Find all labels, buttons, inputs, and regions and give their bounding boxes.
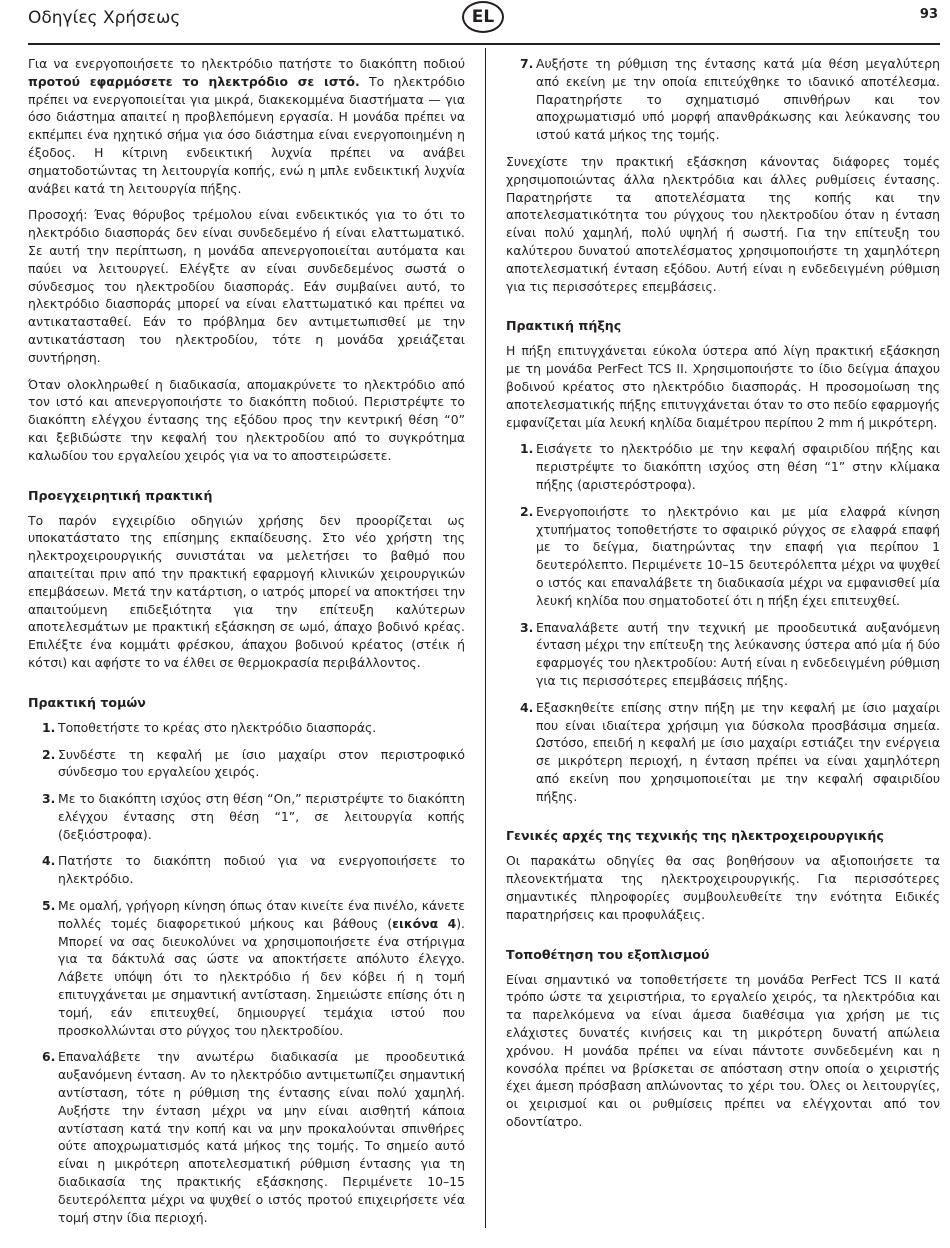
heading-coagulation-practice: Πρακτική πήξης [506, 318, 622, 334]
list-item: 2. Συνδέστε τη κεφαλή με ίσιο μαχαίρι στον περιστροφικό σύνδεσμο του εργαλείου χειρός. [42, 746, 465, 780]
list-item: 1. Τοποθετήστε το κρέας στο ηλεκτρόδιο διασποράς. [42, 719, 377, 735]
cutting-steps-continued-list [506, 55, 940, 144]
list-item: 4. Εξασκηθείτε επίσης στην πήξη με την κεφαλή με ίσιο μαχαίρι που είναι ιδιαίτερα χρήσιμη για δύσκολα προσβάσιμα σημεία. Ωστόσο, επειδή η κεφαλή με ίσιο μαχαίρι εστιάζει την ενέργεια σε μικρότερη περιοχή, η ένταση πρέπει να είναι χαμηλότερη από εκείνη που χρησιμοποιείται με την κεφαλή σφαιριδίου πήξης. [520, 699, 940, 804]
heading-equipment-setup: Τοποθέτηση του εξοπλισμού [506, 946, 710, 962]
list-item: 6. Επαναλάβετε την ανωτέρω διαδικασία με προοδευτικά αυξανόμενη ένταση. Αν το ηλεκτρόδιο αντιμετωπίζει σημαντική αντίσταση, τότε η ρύθμιση της έντασης είναι πολύ χαμηλή. Αυξήστε την ένταση μέχρι να μην είναι αισθητή κάποια αντίσταση κατά την κοπή και να μην προκαλούνται σπινθήρες ούτε αποχρωματισμός κατά μήκος της τομής. Το σημείο αυτό είναι η μικρότερη αποτελεσματική ρύθμιση έντασης για τη διαδικασία της πρακτικής εξάσκησης. Περιμένετε 10–15 δευτερόλεπτα μέχρι να ψυχθεί ο ιστός προτού επιχειρήσετε νέα τομή στην ίδια περιοχή. [42, 1049, 465, 1225]
heading-preoperative-practice: Προεγχειρητική πρακτική [28, 487, 213, 503]
paragraph-equipment-setup: Είναι σημαντικό να τοποθετήσετε τη μονάδα PerFect TCS II κατά τρόπο ώστε τα χειριστήρια, το εργαλείο χειρός, τα ηλεκτρόδια και τα παρελκόμενα να είναι άμεσα διαθέσιμα για χρήση με τις ελάχιστες δυνατές κινήσεις και τη μικρότερη δυνατή απώλεια χρόνου. Η μονάδα πρέπει να είναι πάντοτε συνδεδεμένη και η κονσόλα πρέπει να βρίσκεται σε απόσταση στην οποία ο χειριστής έχει άμεση πρόσβαση απλώνοντας το χέρι του. Όλες οι λειτουργίες, οι χειρισμοί και οι ρυθμίσεις πρέπει να ελέγχονται από τον οδοντίατρο. [506, 971, 940, 1130]
paragraph-completion: Όταν ολοκληρωθεί η διαδικασία, απομακρύνετε το ηλεκτρόδιο από τον ιστό και απενεργοποιήστε το διακόπτη ποδιού. Περιστρέψτε το διακόπτη ελέγχου έντασης της εξόδου προς την κεντρική θέση “0” και ξεβιδώστε την κεφαλή του ηλεκτροδίου από το συγκρότημα καλωδίου του εργαλείου χειρός για να το αποστειρώσετε. [28, 376, 465, 463]
paragraph-preoperative: Το παρόν εγχειρίδιο οδηγιών χρήσης δεν προορίζεται ως υποκατάστατο της επίσημης εκπαίδευσης. Στο νέο χρήστη της ηλεκτροχειρουργικής συνιστάται να μελετήσει το βαθμό που απαιτείται πριν από την πρακτική εφαρμογή κλινικών χειρουργικών επεμβάσεων. Μετά την κατάρτιση, ο ιατρός μπορεί να αποκτήσει την απαιτούμενη επιδεξιότητα για την επίτευξη καλύτερων αποτελεσμάτων με πρακτική εξάσκηση σε ωμό, άπαχο βοδινό κρέας. Επιλέξτε ένα κομμάτι φρέσκου, άπαχου βοδινού κρέατος (στέικ ή κότσι) και αφήστε το να έλθει σε θερμοκρασία περιβάλλοντος. [28, 512, 465, 670]
paragraph-warning: Προσοχή: Ένας θόρυβος τρέμολου είναι ενδεικτικός για το ότι το ηλεκτρόδιο διασποράς δεν είναι συνδεδεμένο ή είναι ελαττωματικό. Σε αυτή την περίπτωση, η μονάδα απενεργοποιείται αυτόματα και παύει να λειτουργεί. Ελέγξτε αν είναι συνδεδεμένος σωστά ο σύνδεσμος του ηλεκτροδίου διασποράς. Εάν συμβαίνει αυτό, το ηλεκτρόδιο διασποράς μπορεί να είναι ελαττωματικό και πρέπει να αντικατασταθεί. Εάν το πρόβλημα δεν αντιμετωπισθεί με την αντικατάσταση του ηλεκτροδίου, τότε η μονάδα χρειάζεται συντήρηση. [28, 207, 465, 365]
paragraph-general-principles: Οι παρακάτω οδηγίες θα σας βοηθήσουν να αξιοποιήσετε τα πλεονεκτήματα της ηλεκτροχειρουργικής. Για περισσότερες σημαντικές πληροφορίες συμβουλευθείτε την ενότητα Ειδικές παρατηρήσεις και προφυλάξεις. [506, 853, 940, 922]
cutting-steps-list [28, 719, 465, 1227]
paragraph-activation: Για να ενεργοποιήσετε το ηλεκτρόδιο πατήστε το διακόπτη ποδιού προτού εφαρμόσετε το ηλεκτρόδιο σε ιστό. Το ηλεκτρόδιο πρέπει να ενεργοποιείται για μικρά, διακεκομμένα διαστήματα — για όσο διάστημα απαιτεί η προβλεπόμενη εργασία. Η μονάδα πρέπει να εκπέμπει ένα ηχητικό σήμα για όσο διάστημα είναι ενεργοποιημένη η έξοδος. Η κίτρινη ενδεικτική λυχνία πρέπει να ανάβει σηματοδοτώντας τη λειτουργία κοπής, ενώ η μπλε ενδεικτική λυχνία ανάβει κατά τη λειτουργία πήξης. [28, 56, 465, 196]
list-item: 3. Επαναλάβετε αυτή την τεχνική με προοδευτικά αυξανόμενη ένταση μέχρι την επίτευξη της λεύκανσης ύστερα από μία ή δύο εφαρμογές του ηλεκτροδίου: Αυτή είναι η ενδεδειγμένη ρύθμιση για τις περισσότερες επεμβάσεις πήξης. [520, 619, 940, 688]
paragraph-continue-practice: Συνεχίστε την πρακτική εξάσκηση κάνοντας διάφορες τομές χρησιμοποιώντας άλλα ηλεκτρόδια και άλλες ρυθμίσεις έντασης. Παρατηρήστε τα αποτελέσματα της κοπής και την αποτελεσματικότητα του ρύγχους του ηλεκτροδίου όταν η ένταση είναι πολύ χαμηλή, πολύ υψηλή ή σωστή. Για την επίτευξη του καλύτερου δυνατού αποτελέσματος χρησιμοποιήστε τη χαμηλότερη αποτελεσματική ένταση εξόδου. Αυτή είναι η ενδεδειγμένη ρύθμιση για τις περισσότερες επεμβάσεις. [506, 153, 940, 294]
page-header-title: Οδηγίες Χρήσεως [28, 8, 181, 28]
list-item: 1. Εισάγετε το ηλεκτρόδιο με την κεφαλή σφαιριδίου πήξης και περιστρέψτε το διακόπτη ισχύος στη θέση “1” στην κλίμακα πήξης (αριστερόστροφα). [520, 441, 940, 492]
heading-general-principles: Γενικές αρχές της τεχνικής της ηλεκτροχειρουργικής [506, 828, 884, 844]
heading-cutting-practice: Πρακτική τομών [28, 694, 146, 710]
list-item: 3. Με το διακόπτη ισχύος στη θέση “On,” περιστρέψτε το διακόπτη ελέγχου έντασης στη θέση “1”, σε λειτουργία κοπής (δεξιόστροφα). [42, 791, 465, 842]
right-column [506, 55, 940, 1140]
column-divider [485, 48, 486, 1228]
language-badge: EL [462, 1, 504, 33]
list-item: 5. Με ομαλή, γρήγορη κίνηση όπως όταν κινείτε ένα πινέλο, κάνετε πολλές τομές διαφορετικού μήκους και βάθους (εικόνα 4). Μπορεί να σας διευκολύνει να χρησιμοποιήσετε ένα στήριγμα για τα δάκτυλά σας ώστε να αποκτήσετε απόλυτο έλεγχο. Λάβετε υπόψη ότι το ηλεκτρόδιο ή δεν κόβει ή η τομή επιτυγχάνεται με σημαντική αντίσταση. Σημειώστε επίσης ότι η τομή, εάν επιτευχθεί, δημιουργεί τεμάχια ιστού που προσκολλώνται στο ρύγχος του ηλεκτροδίου. [42, 898, 465, 1038]
list-item: 7. Αυξήστε τη ρύθμιση της έντασης κατά μία θέση μεγαλύτερη από εκείνη με την οποία επιτεύχθηκε το ιδανικό αποτέλεσμα. Παρατηρήστε το σχηματισμό σπινθήρων και τον αποχρωματισμό υπό μορφή απανθράκωσης και λεύκανσης του ιστού κατά μήκος της τομής. [520, 56, 940, 143]
header-rule [28, 43, 940, 45]
list-item: 4. Πατήστε το διακόπτη ποδιού για να ενεργοποιήσετε το ηλεκτρόδιο. [42, 853, 465, 887]
page-number: 93 [919, 7, 938, 22]
coagulation-steps-list [506, 440, 940, 805]
list-item: 2. Ενεργοποιήστε το ηλεκτρόνιο και με μία ελαφρά κίνηση χτυπήματος τοποθετήστε το σφαιρικό ρύγχος σε ελαφρά επαφή με το δείγμα, διατηρώντας την επαφή για περίπου 1 δευτερόλεπτο. Περιμένετε 10–15 δευτερόλεπτα μέχρι να ψυχθεί ο ιστός και επαναλάβετε τη διαδικασία μέχρι να εμφανισθεί μία λευκή κηλίδα που σηματοδοτεί ότι η πήξη έχει επιτευχθεί. [520, 503, 940, 608]
paragraph-coagulation: Η πήξη επιτυγχάνεται εύκολα ύστερα από λίγη πρακτική εξάσκηση με τη μονάδα PerFect TCS II. Χρησιμοποιήστε το ίδιο δείγμα άπαχου βοδινού κρέατος στο ηλεκτρόδιο διασποράς. Η προσομοίωση της αποτελεσματικής πήξης επιτυγχάνεται όταν το στο πεδίο εφαρμογής εμφανίζεται μία λευκή κηλίδα διαμέτρου περίπου 2 mm ή μικρότερη. [506, 343, 940, 430]
left-column [28, 55, 465, 1235]
